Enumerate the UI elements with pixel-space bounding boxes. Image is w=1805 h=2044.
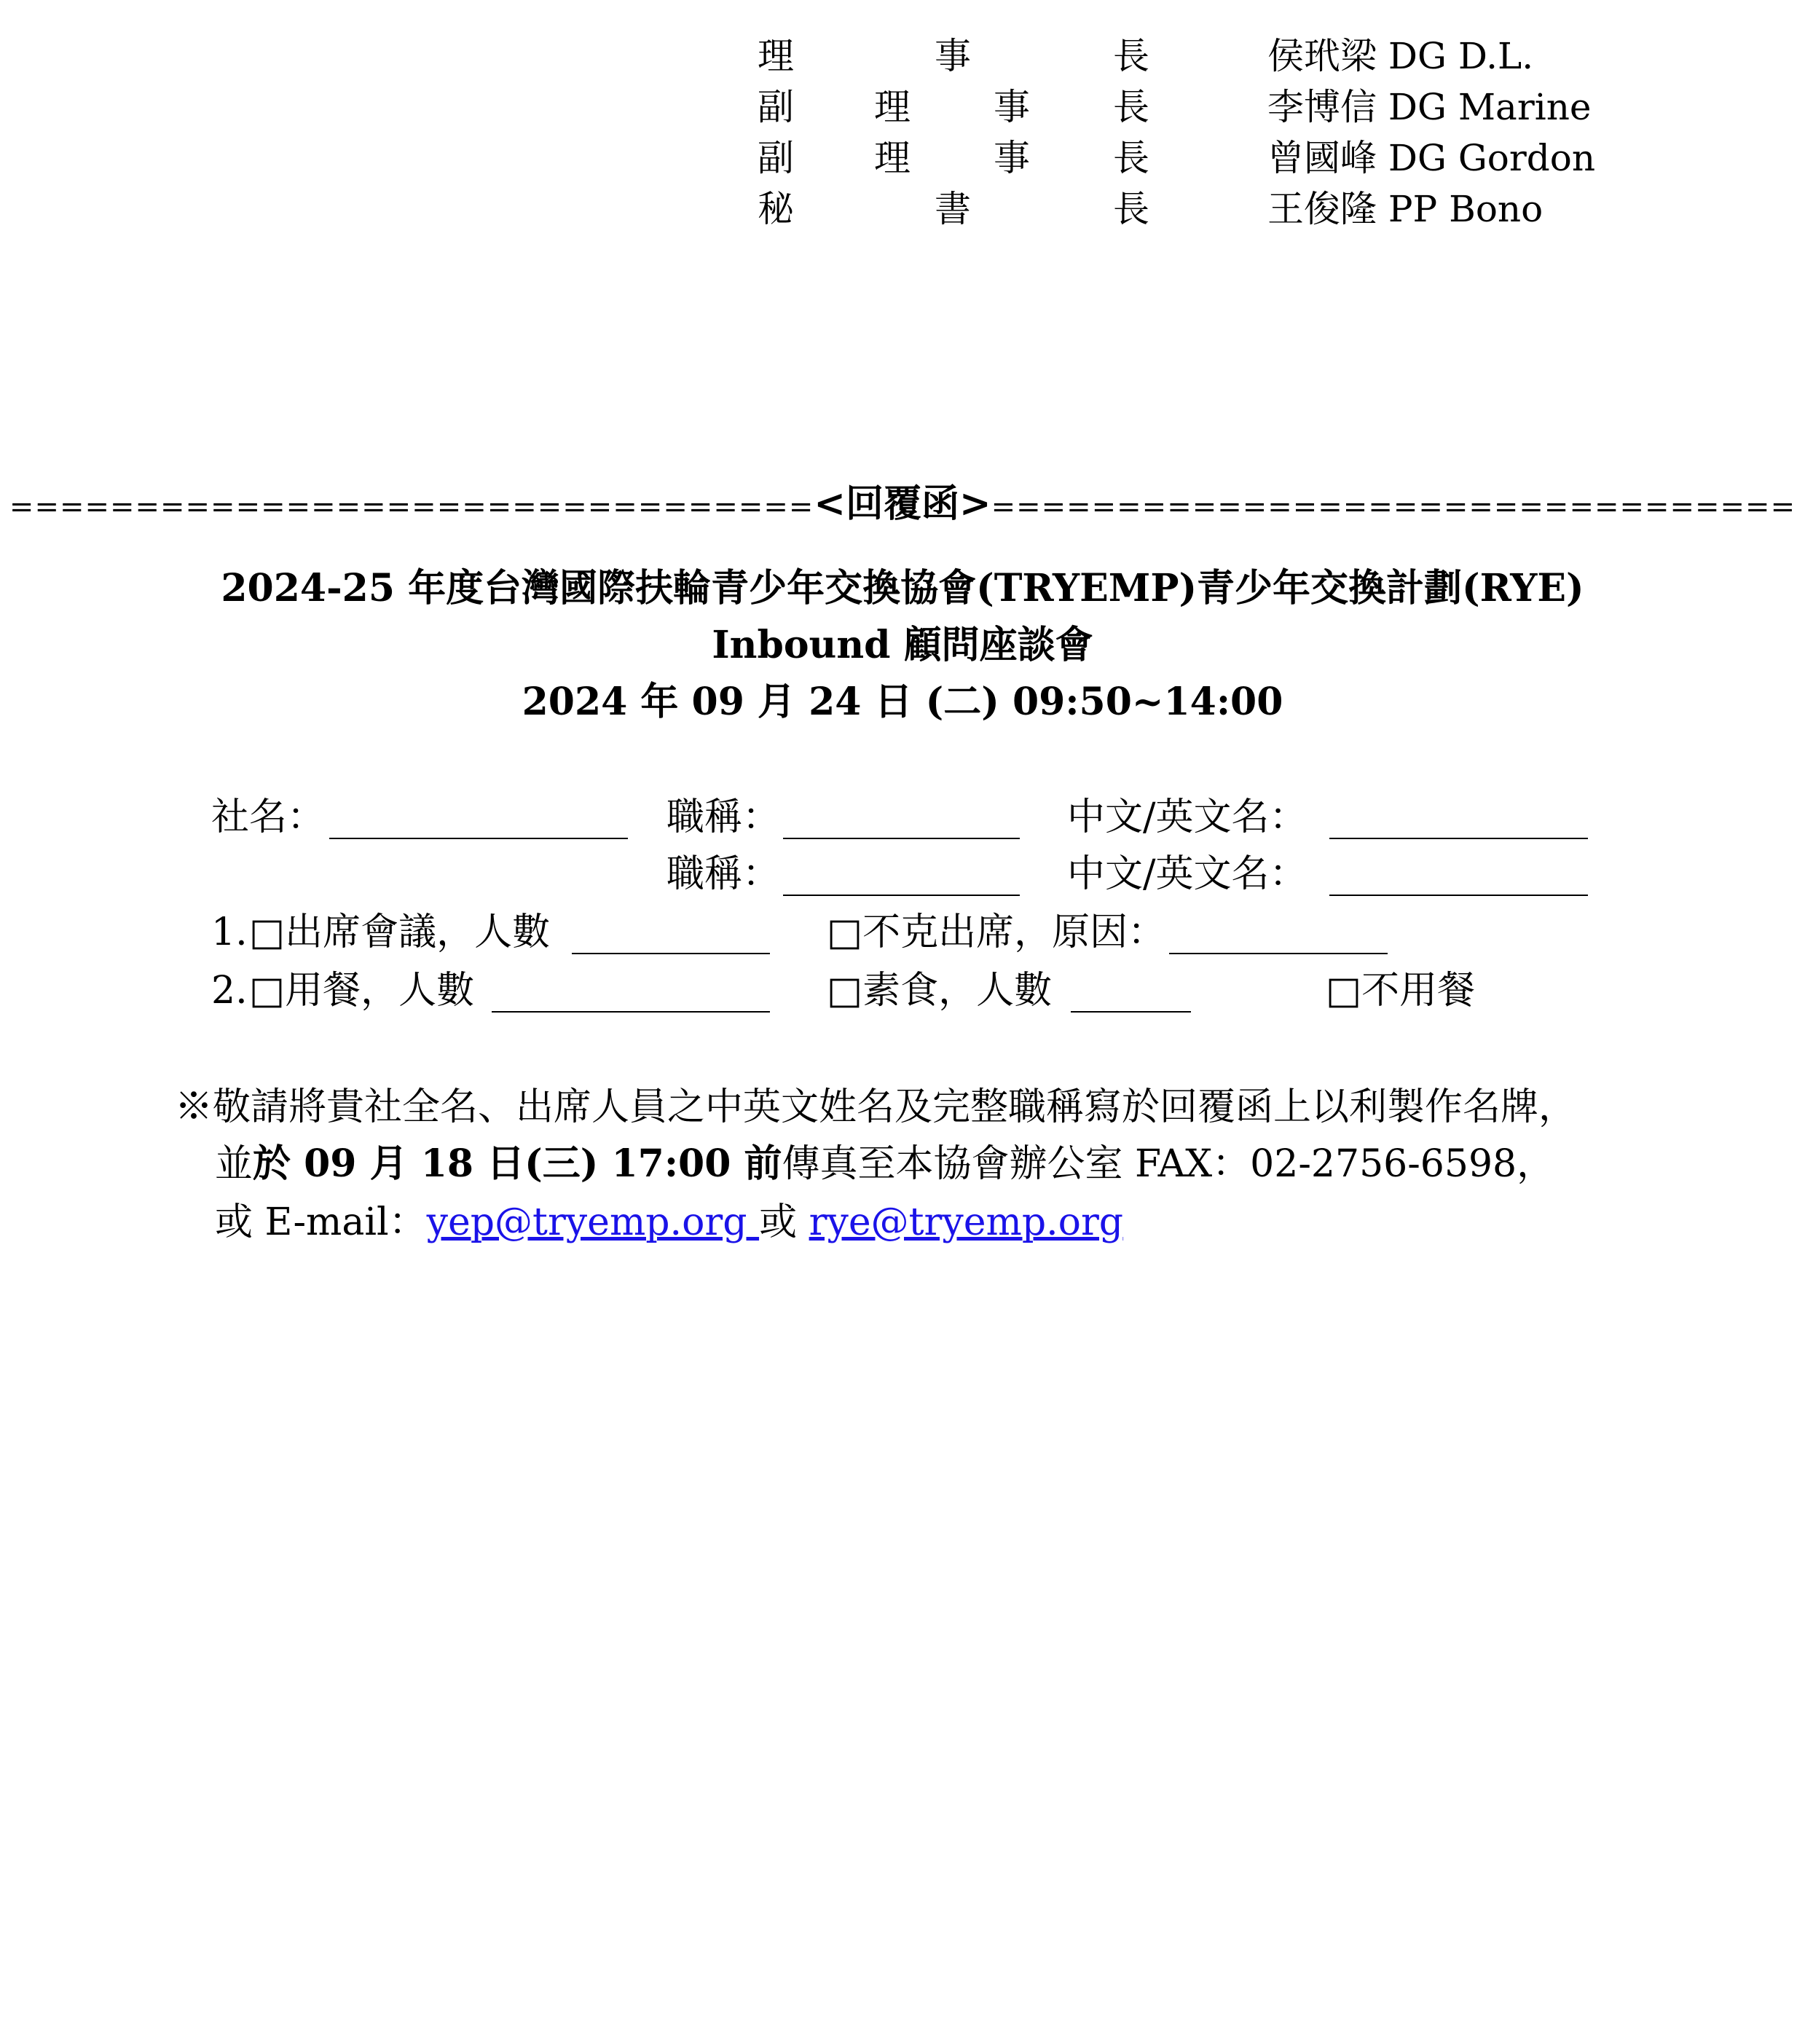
meal-count-field[interactable] bbox=[492, 1011, 770, 1013]
officer-title-char: 長 bbox=[1113, 137, 1149, 179]
officer-title-char: 理 bbox=[874, 137, 911, 179]
vegetarian-checkbox[interactable]: □素食，人數 bbox=[827, 969, 1053, 1013]
note-line2 bbox=[215, 1141, 1555, 1186]
email-or: 或 bbox=[759, 1200, 809, 1244]
title-label: 職稱： bbox=[666, 795, 781, 839]
divider-left: ================================ bbox=[9, 490, 814, 524]
q1-number: 1. bbox=[211, 911, 248, 954]
officer-title-char: 長 bbox=[1113, 188, 1149, 230]
officer-title-char: 秘 bbox=[758, 188, 794, 230]
no-meal-checkbox[interactable]: □不用餐 bbox=[1326, 969, 1476, 1013]
note-line3 bbox=[215, 1200, 1124, 1244]
vegetarian-count-field[interactable] bbox=[1071, 1011, 1191, 1013]
officer-title-char: 副 bbox=[758, 86, 794, 128]
note-line1: ※敬請將貴社全名、出席人員之中英文姓名及完整職稱寫於回覆函上以利製作名牌， bbox=[175, 1085, 1577, 1129]
officer-name: 侯玳梁 DG D.L. bbox=[1267, 35, 1534, 77]
reply-form-heading: <回覆函> bbox=[814, 481, 991, 526]
title-field[interactable] bbox=[783, 838, 1020, 839]
attend-count-field[interactable] bbox=[572, 953, 770, 954]
email-label: 或 E-mail： bbox=[215, 1200, 427, 1244]
officer-title-char: 書 bbox=[935, 188, 971, 230]
reply-date-line: 2024 年 09 月 24 日 (二) 09:50~14:00 bbox=[522, 680, 1283, 724]
title-label-2: 職稱： bbox=[666, 852, 781, 896]
q2-number: 2. bbox=[211, 969, 248, 1013]
reply-divider bbox=[0, 481, 1805, 526]
fax-text: 傳真至本協會辦公室 FAX：02-2756-6598， bbox=[782, 1142, 1555, 1186]
officer-name: 李博信 DG Marine bbox=[1267, 86, 1592, 128]
name-label-2: 中文/英文名： bbox=[1067, 852, 1307, 896]
name-label: 中文/英文名： bbox=[1067, 795, 1307, 839]
name-field-2[interactable] bbox=[1329, 895, 1588, 896]
name-field[interactable] bbox=[1329, 838, 1588, 839]
officer-title-char: 長 bbox=[1113, 35, 1149, 77]
officer-title-char: 理 bbox=[874, 86, 911, 128]
absent-checkbox[interactable]: □不克出席，原因： bbox=[827, 911, 1166, 954]
club-field[interactable] bbox=[329, 838, 628, 839]
officer-title-char: 長 bbox=[1113, 86, 1149, 128]
officer-name: 曾國峰 DG Gordon bbox=[1267, 137, 1596, 179]
officer-title-char: 事 bbox=[994, 137, 1030, 179]
email-link-yep[interactable]: yep@tryemp.org bbox=[426, 1200, 760, 1244]
officer-title-char: 副 bbox=[758, 137, 794, 179]
reply-title-line2: Inbound 顧問座談會 bbox=[712, 623, 1093, 667]
officer-name: 王俊隆 PP Bono bbox=[1267, 188, 1544, 230]
officer-title-char: 事 bbox=[935, 35, 971, 77]
officer-title-char: 理 bbox=[758, 35, 794, 77]
divider-right: ================================ bbox=[991, 490, 1796, 524]
note-line2-pre: 並 bbox=[215, 1142, 253, 1186]
attend-checkbox[interactable]: □出席會議，人數 bbox=[249, 911, 551, 954]
absent-reason-field[interactable] bbox=[1169, 953, 1388, 954]
club-label: 社名： bbox=[211, 795, 326, 839]
title-field-2[interactable] bbox=[783, 895, 1020, 896]
meal-checkbox[interactable]: □用餐，人數 bbox=[249, 969, 475, 1013]
email-link-rye[interactable]: rye@tryemp.org bbox=[809, 1200, 1124, 1244]
officer-title-char: 事 bbox=[994, 86, 1030, 128]
deadline-text: 於 09 月 18 日(三) 17:00 前 bbox=[253, 1141, 782, 1186]
reply-title-line1: 2024-25 年度台灣國際扶輪青少年交換協會(TRYEMP)青少年交換計劃(RYE) bbox=[221, 566, 1584, 610]
